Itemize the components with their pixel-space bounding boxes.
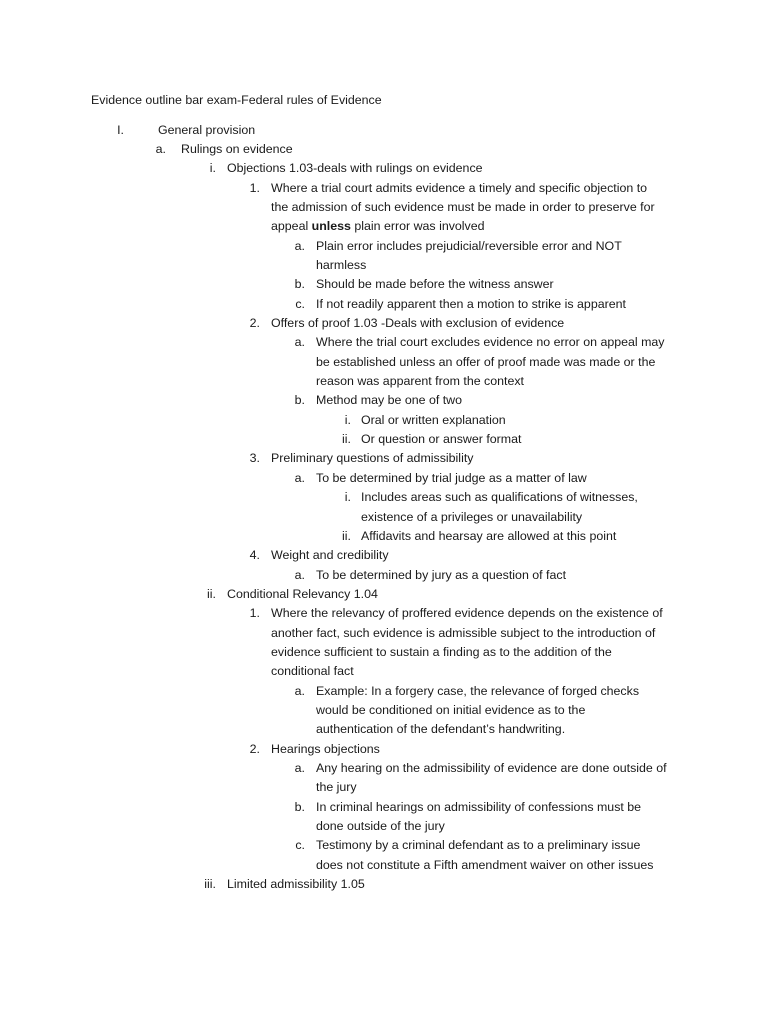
outline-text: General provision bbox=[158, 122, 256, 137]
outline-marker: i. bbox=[344, 490, 351, 505]
outline-marker: ii. bbox=[207, 586, 216, 601]
outline-text: authentication of the defendant’s handwriting. bbox=[316, 722, 566, 737]
outline-line bbox=[0, 295, 768, 315]
outline-line bbox=[0, 585, 768, 605]
outline-line bbox=[0, 217, 768, 237]
outline-marker: ii. bbox=[342, 432, 351, 447]
outline-line bbox=[0, 430, 768, 450]
outline-line bbox=[0, 198, 768, 218]
outline-line bbox=[0, 682, 768, 702]
outline-marker: 2. bbox=[249, 741, 260, 756]
outline-line bbox=[0, 856, 768, 876]
outline-text: be established unless an offer of proof made was made or the bbox=[316, 354, 656, 369]
outline-text: the admission of such evidence must be made in order to preserve for bbox=[271, 199, 655, 214]
text-segment: appeal bbox=[271, 219, 312, 234]
outline-text: If not readily apparent then a motion to strike is apparent bbox=[316, 296, 626, 311]
emphasis-text: unless bbox=[311, 219, 351, 234]
outline-line bbox=[0, 643, 768, 663]
outline-line bbox=[0, 333, 768, 353]
outline-line bbox=[0, 237, 768, 257]
outline-line bbox=[0, 527, 768, 547]
outline-line bbox=[0, 353, 768, 373]
outline-text: another fact, such evidence is admissible subject to the introduction of bbox=[271, 625, 656, 640]
outline-text: Objections 1.03-deals with rulings on evidence bbox=[227, 161, 483, 176]
outline-line bbox=[0, 604, 768, 624]
outline-line bbox=[0, 759, 768, 779]
outline-marker: c. bbox=[295, 296, 305, 311]
outline-line bbox=[0, 566, 768, 586]
outline-marker: b. bbox=[294, 393, 305, 408]
outline-marker: c. bbox=[295, 838, 305, 853]
outline-text: Offers of proof 1.03 -Deals with exclusion of evidence bbox=[271, 316, 565, 330]
outline-line bbox=[0, 469, 768, 489]
outline-text: Hearings objections bbox=[271, 741, 380, 756]
outline-line bbox=[0, 140, 768, 160]
outline-text: Rulings on evidence bbox=[181, 141, 293, 156]
outline-text: done outside of the jury bbox=[316, 819, 445, 834]
outline-marker: 1. bbox=[249, 180, 260, 195]
outline-line bbox=[0, 701, 768, 721]
outline-line bbox=[0, 256, 768, 276]
outline-line bbox=[0, 275, 768, 295]
outline-line bbox=[0, 546, 768, 566]
outline-text: Testimony by a criminal defendant as to a preliminary issue bbox=[316, 838, 641, 853]
outline-marker: I. bbox=[117, 122, 124, 137]
outline-text: the jury bbox=[316, 780, 357, 795]
outline-line bbox=[0, 449, 768, 469]
outline-text: To be determined by jury as a question of fact bbox=[316, 567, 567, 582]
outline-text: Plain error includes prejudicial/reversible error and NOT bbox=[316, 238, 622, 253]
outline-line bbox=[0, 624, 768, 644]
outline-text: does not constitute a Fifth amendment waiver on other issues bbox=[316, 857, 654, 872]
outline-text: Where the relevancy of proffered evidence depends on the existence of bbox=[271, 606, 663, 621]
outline-marker: ii. bbox=[342, 528, 351, 543]
document-title: Evidence outline bar exam-Federal rules of Evidence bbox=[91, 93, 382, 107]
outline-line bbox=[0, 662, 768, 682]
outline-text: Preliminary questions of admissibility bbox=[271, 451, 474, 466]
outline-text: Example: In a forgery case, the relevance of forged checks bbox=[316, 683, 640, 698]
outline-marker: a. bbox=[155, 141, 166, 156]
outline-line bbox=[0, 508, 768, 528]
outline-text: To be determined by trial judge as a matter of law bbox=[316, 470, 587, 485]
outline-text: Method may be one of two bbox=[316, 393, 463, 408]
outline-marker: i. bbox=[344, 412, 351, 427]
outline-marker: a. bbox=[294, 470, 305, 485]
outline-marker: a. bbox=[294, 238, 305, 253]
outline-marker: 3. bbox=[249, 451, 260, 466]
outline-line bbox=[0, 875, 768, 895]
outline-text: In criminal hearings on admissibility of confessions must be bbox=[316, 799, 642, 814]
outline-marker: iii. bbox=[204, 877, 216, 892]
outline-text: Where a trial court admits evidence a timely and specific objection to bbox=[271, 180, 648, 195]
outline-text: conditional fact bbox=[271, 664, 354, 679]
outline-marker: a. bbox=[294, 335, 305, 350]
outline-text: Oral or written explanation bbox=[361, 412, 506, 427]
outline-text: would be conditioned on initial evidence as to the bbox=[316, 703, 586, 717]
outline-text: Conditional Relevancy 1.04 bbox=[227, 586, 378, 601]
outline-line bbox=[0, 411, 768, 431]
outline-marker: a. bbox=[294, 567, 305, 582]
outline-marker: a. bbox=[294, 761, 305, 776]
outline-text: reason was apparent from the context bbox=[316, 374, 525, 389]
outline-text bbox=[271, 217, 485, 237]
outline-text: evidence sufficient to sustain a finding as to the addition of the bbox=[271, 644, 612, 659]
outline-line bbox=[0, 121, 768, 141]
outline-marker: 1. bbox=[249, 606, 260, 621]
outline-line bbox=[0, 314, 768, 334]
outline-marker: i. bbox=[209, 161, 216, 176]
outline-text: existence of a privileges or unavailability bbox=[361, 509, 583, 524]
outline-text: Includes areas such as qualifications of witnesses, bbox=[361, 490, 638, 505]
outline-line bbox=[0, 817, 768, 837]
text-segment: plain error was involved bbox=[350, 219, 485, 234]
outline-text: Weight and credibility bbox=[271, 548, 389, 563]
outline-line bbox=[0, 159, 768, 179]
outline-line bbox=[0, 836, 768, 856]
outline-line bbox=[0, 179, 768, 199]
outline-marker: b. bbox=[294, 799, 305, 814]
outline-text: Or question or answer format bbox=[361, 432, 522, 447]
outline-text: Should be made before the witness answer bbox=[316, 277, 554, 292]
outline-text: Affidavits and hearsay are allowed at this point bbox=[361, 528, 617, 543]
outline-line bbox=[0, 391, 768, 411]
outline-line bbox=[0, 372, 768, 392]
outline-line bbox=[0, 740, 768, 760]
outline-line bbox=[0, 720, 768, 740]
outline-text: Any hearing on the admissibility of evidence are done outside of bbox=[316, 761, 667, 776]
outline-line bbox=[0, 488, 768, 508]
outline-line bbox=[0, 798, 768, 818]
outline-marker: 4. bbox=[249, 548, 260, 563]
outline-marker: b. bbox=[294, 277, 305, 292]
outline-text: Where the trial court excludes evidence no error on appeal may bbox=[316, 335, 665, 350]
outline-line bbox=[0, 778, 768, 798]
outline-marker: a. bbox=[294, 683, 305, 698]
outline-text: Limited admissibility 1.05 bbox=[227, 877, 365, 892]
outline-text: harmless bbox=[316, 257, 367, 272]
outline-marker: 2. bbox=[249, 316, 260, 330]
